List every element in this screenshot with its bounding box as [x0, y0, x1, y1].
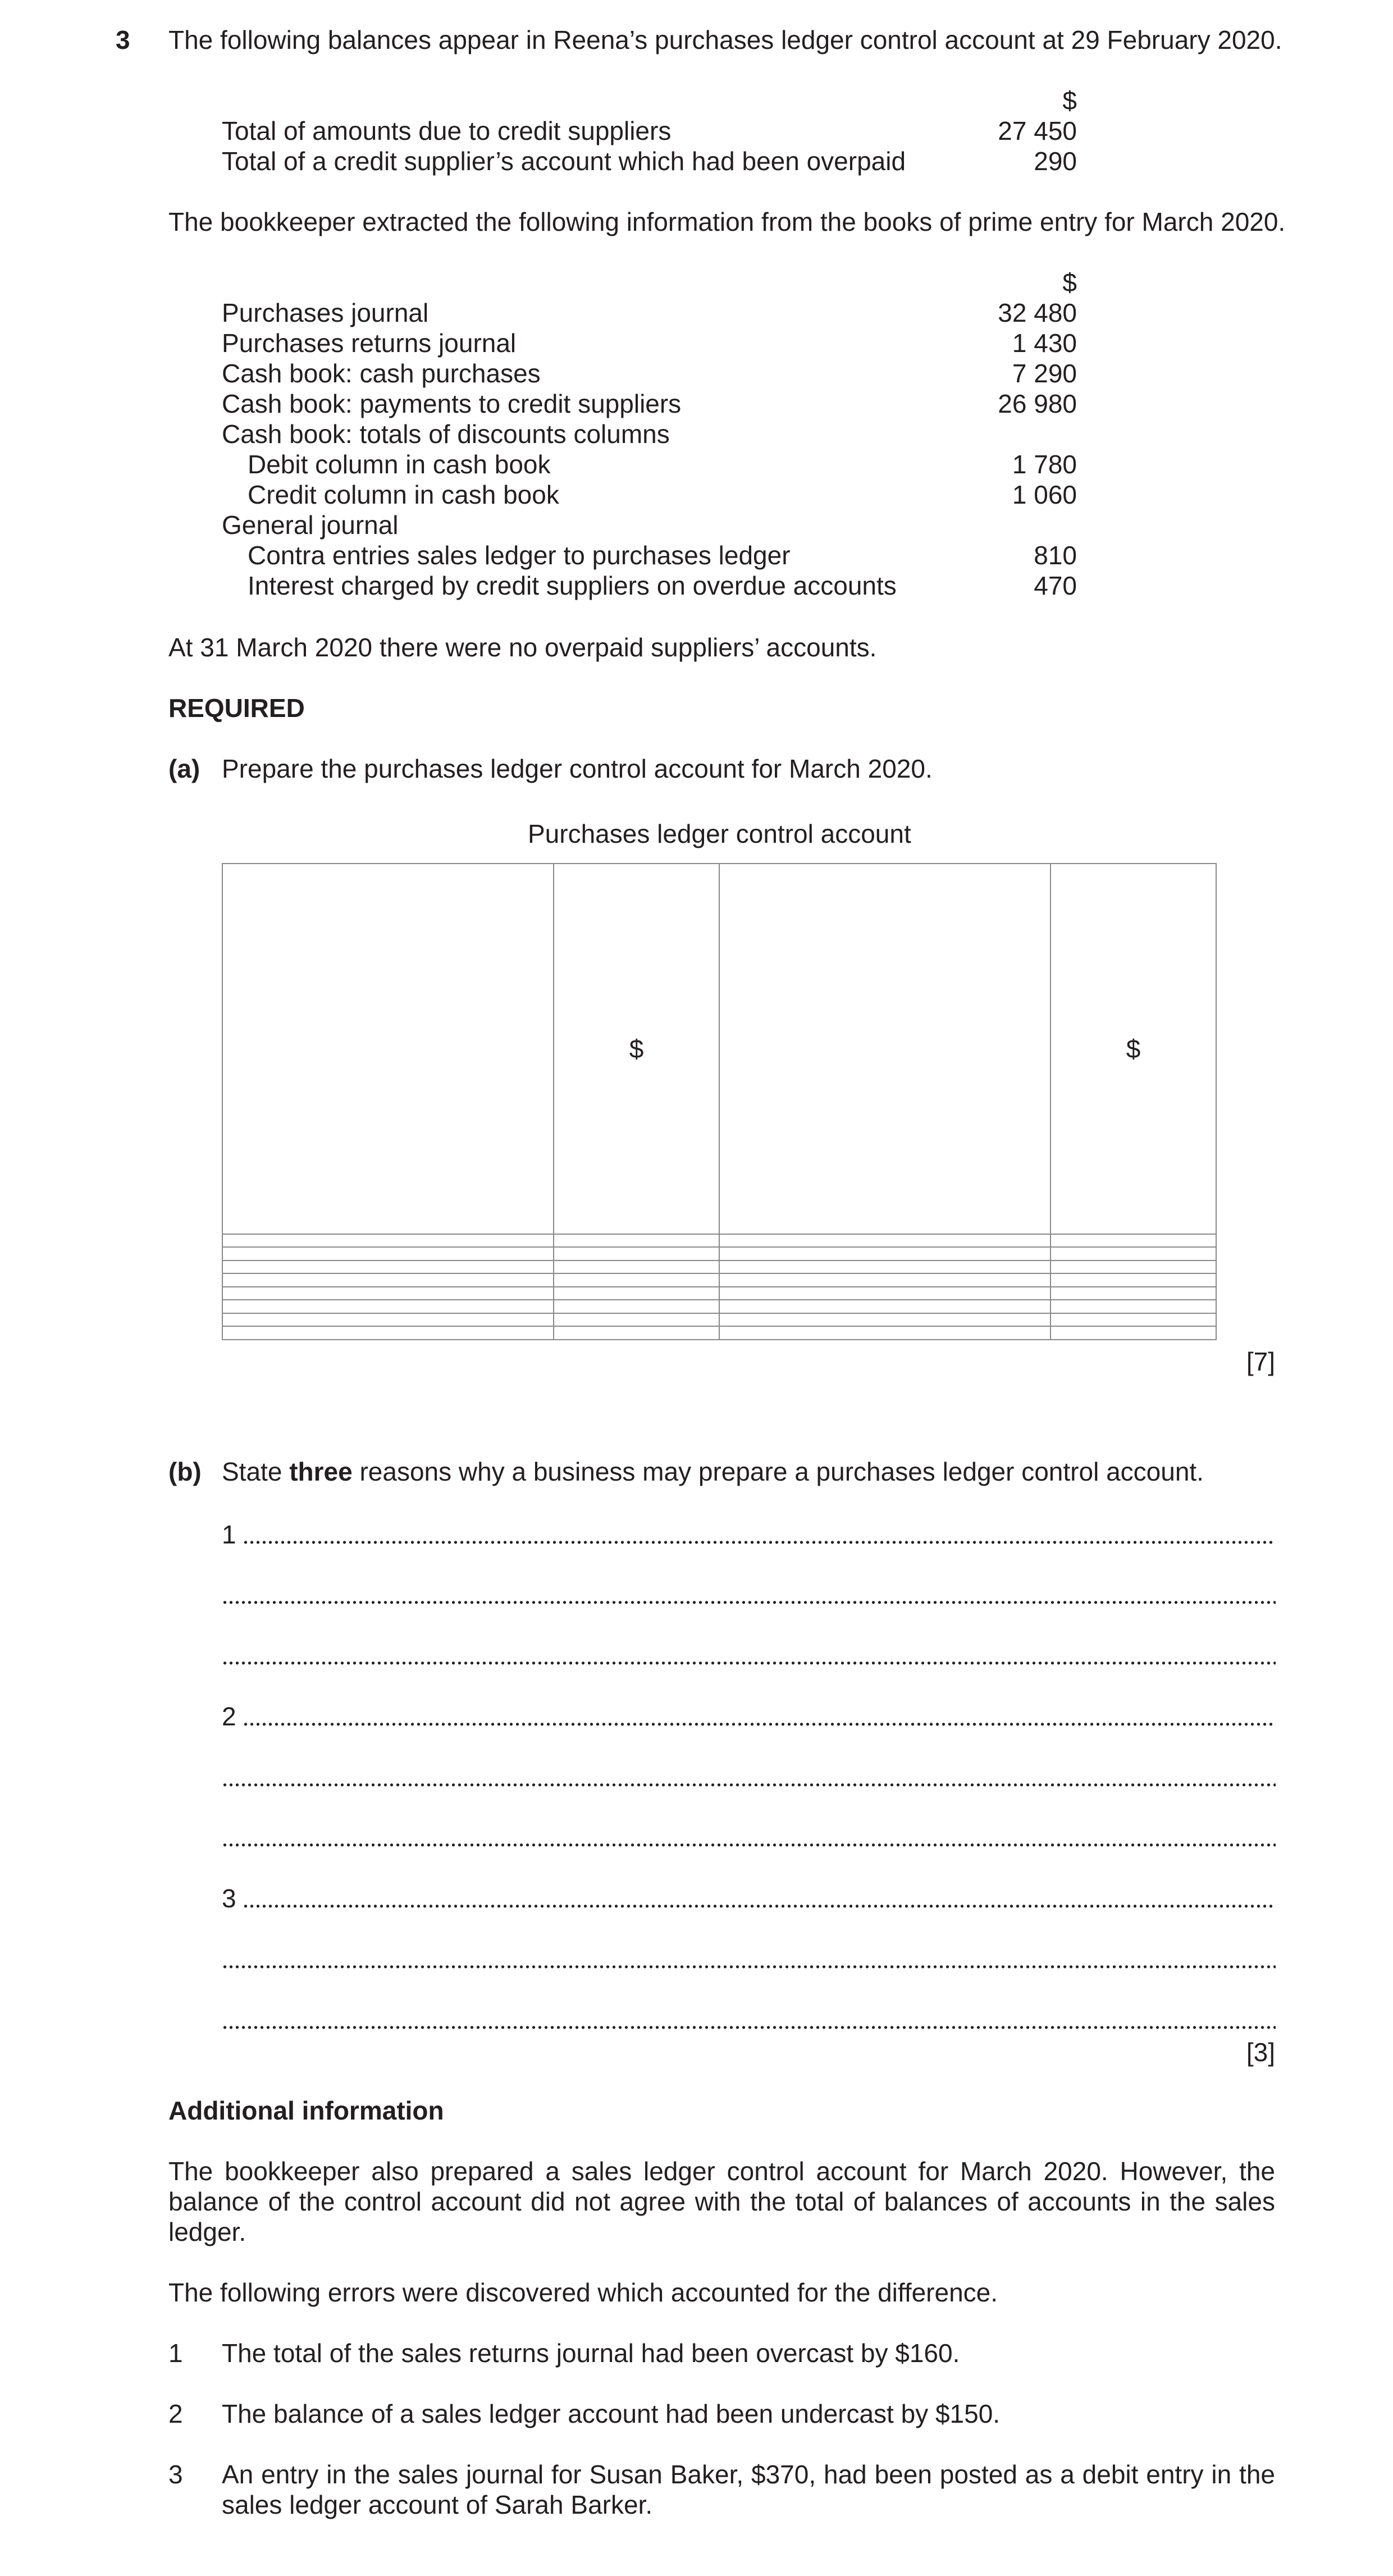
answer-line[interactable] — [243, 1722, 1276, 1727]
error-number: 2 — [168, 2399, 183, 2428]
debit-amount-cell[interactable] — [554, 1260, 719, 1274]
credit-amount-cell[interactable] — [1051, 1273, 1216, 1287]
extract-item-amount: 810 — [1034, 541, 1077, 570]
extract-item-amount: 1 430 — [1012, 328, 1077, 358]
extract-item-amount: 1 060 — [1012, 480, 1077, 509]
debit-amount-cell[interactable] — [554, 1273, 719, 1287]
question-intro: The following balances appear in Reena’s purchases ledger control account at 29 February 2020. — [168, 25, 1282, 54]
error-number: 3 — [168, 2460, 183, 2489]
additional-paragraph: The bookkeeper also prepared a sales ledger control account for March 2020. However, the balance of the control account did not agree with the total of balances of accounts in the sales ledger. — [168, 2157, 1275, 2246]
credit-details-cell[interactable] — [719, 1234, 1051, 1248]
debit-details-cell[interactable] — [222, 1260, 554, 1274]
opening-balance-label: Total of a credit supplier’s account which had been overpaid — [222, 147, 906, 176]
additional-heading: Additional information — [168, 2096, 444, 2125]
extract-item-label: General journal — [222, 510, 399, 540]
extract-item-label: Debit column in cash book — [248, 450, 551, 479]
answer-line[interactable] — [222, 2025, 1276, 2030]
extract-item-label: Credit column in cash book — [248, 480, 559, 509]
debit-details-cell[interactable] — [222, 1247, 554, 1260]
debit-amount-cell[interactable] — [554, 1247, 719, 1260]
table-header-row — [222, 864, 1216, 1234]
answer-number: 2 — [222, 1702, 236, 1731]
ledger-table — [222, 863, 1217, 1340]
extract-item-label: Cash book: cash purchases — [222, 359, 541, 388]
part-a-text: Prepare the purchases ledger control account for March 2020. — [222, 754, 933, 783]
extract-item-amount: 26 980 — [998, 389, 1077, 418]
part-b-text — [222, 1456, 1204, 1487]
part-b-marks: [3] — [1246, 2038, 1275, 2067]
closing-note: At 31 March 2020 there were no overpaid suppliers’ accounts. — [168, 633, 877, 662]
debit-details-cell[interactable] — [222, 1313, 554, 1327]
debit-currency-header: $ — [554, 864, 719, 1234]
credit-amount-cell[interactable] — [1051, 1247, 1216, 1260]
credit-amount-cell[interactable] — [1051, 1287, 1216, 1300]
table-row — [222, 1234, 1216, 1248]
answer-line[interactable] — [222, 1783, 1276, 1787]
credit-details-cell[interactable] — [719, 1247, 1051, 1260]
debit-amount-cell[interactable] — [554, 1287, 719, 1300]
credit-details-cell[interactable] — [719, 1326, 1051, 1340]
extract-item-label: Purchases journal — [222, 298, 429, 327]
extract-item-label: Contra entries sales ledger to purchases ledger — [248, 541, 791, 570]
error-text: The balance of a sales ledger account had been undercast by $150. — [222, 2399, 1001, 2428]
table-row — [222, 1247, 1216, 1260]
part-a-marks: [7] — [1246, 1347, 1275, 1376]
credit-details-cell[interactable] — [719, 1300, 1051, 1313]
answer-line[interactable] — [222, 1965, 1276, 1969]
debit-amount-cell[interactable] — [554, 1326, 719, 1340]
required-heading: REQUIRED — [168, 693, 305, 723]
extract-item-amount: 470 — [1034, 571, 1077, 600]
debit-details-cell[interactable] — [222, 1287, 554, 1300]
extract-item-amount: 32 480 — [998, 298, 1077, 327]
extract-item-label: Cash book: payments to credit suppliers — [222, 389, 682, 418]
extract-item-label: Cash book: totals of discounts columns — [222, 419, 670, 449]
opening-balance-label: Total of amounts due to credit suppliers — [222, 116, 672, 145]
part-b-label: (b) — [168, 1457, 202, 1486]
credit-amount-cell[interactable] — [1051, 1326, 1216, 1340]
debit-details-cell[interactable] — [222, 1234, 554, 1248]
answer-number: 1 — [222, 1520, 236, 1549]
error-number: 1 — [168, 2339, 183, 2368]
opening-balance-amount: 290 — [1034, 147, 1077, 176]
credit-currency-header: $ — [1051, 864, 1216, 1234]
part-b-text-end: reasons why a business may prepare a purchases ledger control account. — [352, 1457, 1204, 1486]
debit-details-cell[interactable] — [222, 1273, 554, 1287]
extract-item-amount: 1 780 — [1012, 450, 1077, 479]
answer-line[interactable] — [222, 1661, 1276, 1665]
question-number: 3 — [116, 25, 130, 54]
errors-intro: The following errors were discovered which accounted for the difference. — [168, 2278, 998, 2307]
credit-amount-cell[interactable] — [1051, 1300, 1216, 1313]
table-row — [222, 1313, 1216, 1327]
opening-currency-header: $ — [1062, 86, 1077, 115]
answer-line[interactable] — [243, 1904, 1276, 1908]
debit-amount-cell[interactable] — [554, 1313, 719, 1327]
table-row — [222, 1300, 1216, 1313]
credit-details-cell[interactable] — [719, 1313, 1051, 1327]
extract-item-label: Purchases returns journal — [222, 328, 517, 358]
extract-item-label: Interest charged by credit suppliers on overdue accounts — [248, 571, 897, 600]
credit-amount-cell[interactable] — [1051, 1234, 1216, 1248]
table-row — [222, 1260, 1216, 1274]
debit-amount-cell[interactable] — [554, 1234, 719, 1248]
debit-details-cell[interactable] — [222, 1326, 554, 1340]
answer-line[interactable] — [243, 1540, 1276, 1545]
credit-details-cell[interactable] — [719, 864, 1051, 1234]
credit-details-cell[interactable] — [719, 1287, 1051, 1300]
ledger-table-title: Purchases ledger control account — [528, 819, 911, 848]
table-row — [222, 1326, 1216, 1340]
extract-currency-header: $ — [1062, 268, 1077, 297]
table-row — [222, 1287, 1216, 1300]
table-row — [222, 1273, 1216, 1287]
part-b-text-emphasis: three — [289, 1457, 353, 1486]
credit-details-cell[interactable] — [719, 1260, 1051, 1274]
credit-details-cell[interactable] — [719, 1273, 1051, 1287]
extract-intro: The bookkeeper extracted the following information from the books of prime entry for March 2020. — [168, 207, 1286, 236]
answer-line[interactable] — [222, 1843, 1276, 1847]
opening-balance-amount: 27 450 — [998, 116, 1077, 145]
part-a-label: (a) — [168, 754, 200, 783]
debit-details-cell[interactable] — [222, 864, 554, 1234]
error-text: An entry in the sales journal for Susan Baker, $370, had been posted as a debit entry in the sales ledger account of Sarah Barker. — [222, 2460, 1275, 2519]
part-b-text-start: State — [222, 1457, 290, 1486]
debit-amount-cell[interactable] — [554, 1300, 719, 1313]
debit-details-cell[interactable] — [222, 1300, 554, 1313]
extract-item-amount: 7 290 — [1012, 359, 1077, 388]
credit-amount-cell[interactable] — [1051, 1260, 1216, 1274]
answer-number: 3 — [222, 1884, 236, 1913]
credit-amount-cell[interactable] — [1051, 1313, 1216, 1327]
answer-line[interactable] — [222, 1600, 1276, 1605]
error-text: The total of the sales returns journal had been overcast by $160. — [222, 2339, 960, 2368]
